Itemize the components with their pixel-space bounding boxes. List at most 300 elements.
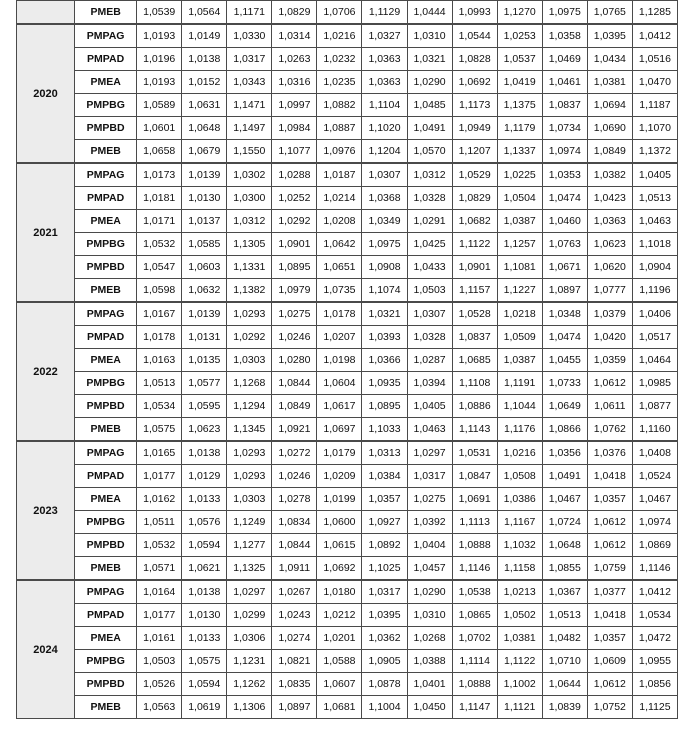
value-cell: 1,0330 — [227, 24, 272, 48]
data-table — [16, 0, 678, 719]
value-cell: 1,0844 — [272, 534, 317, 557]
value-cell: 1,0502 — [497, 604, 542, 627]
value-cell: 1,1196 — [632, 279, 677, 303]
value-cell: 1,0702 — [452, 627, 497, 650]
value-cell: 1,1176 — [497, 418, 542, 442]
value-cell: 1,0544 — [452, 24, 497, 48]
value-cell: 1,0692 — [452, 71, 497, 94]
value-cell: 1,1550 — [227, 140, 272, 164]
value-cell: 1,0193 — [137, 71, 182, 94]
value-cell: 1,0464 — [632, 349, 677, 372]
value-cell: 1,0180 — [317, 580, 362, 604]
value-cell: 1,0363 — [362, 48, 407, 71]
value-cell: 1,1004 — [362, 696, 407, 719]
value-cell: 1,0467 — [542, 488, 587, 511]
value-cell: 1,0706 — [317, 1, 362, 25]
value-cell: 1,1294 — [227, 395, 272, 418]
value-cell: 1,0534 — [137, 395, 182, 418]
value-cell: 1,1227 — [497, 279, 542, 303]
value-cell: 1,0420 — [587, 326, 632, 349]
value-cell: 1,0576 — [182, 511, 227, 534]
value-cell: 1,0177 — [137, 604, 182, 627]
value-cell: 1,0362 — [362, 627, 407, 650]
value-cell: 1,0985 — [632, 372, 677, 395]
value-cell: 1,0280 — [272, 349, 317, 372]
value-cell: 1,0865 — [452, 604, 497, 627]
value-cell: 1,1081 — [497, 256, 542, 279]
value-cell: 1,0167 — [137, 302, 182, 326]
value-cell: 1,0623 — [587, 233, 632, 256]
value-cell: 1,0321 — [362, 302, 407, 326]
category-cell: PMEA — [75, 488, 137, 511]
data-table-body — [17, 1, 678, 719]
value-cell: 1,0648 — [542, 534, 587, 557]
value-cell: 1,0243 — [272, 604, 317, 627]
value-cell: 1,0359 — [587, 349, 632, 372]
value-cell: 1,0482 — [542, 627, 587, 650]
value-cell: 1,0935 — [362, 372, 407, 395]
category-cell: PMPAD — [75, 48, 137, 71]
value-cell: 1,0366 — [362, 349, 407, 372]
value-cell: 1,1160 — [632, 418, 677, 442]
value-cell: 1,0570 — [407, 140, 452, 164]
value-cell: 1,0763 — [542, 233, 587, 256]
value-cell: 1,1285 — [632, 1, 677, 25]
value-cell: 1,1044 — [497, 395, 542, 418]
value-cell: 1,0201 — [317, 627, 362, 650]
value-cell: 1,0395 — [587, 24, 632, 48]
value-cell: 1,0161 — [137, 627, 182, 650]
value-cell: 1,0979 — [272, 279, 317, 303]
value-cell: 1,0532 — [137, 233, 182, 256]
value-cell: 1,1257 — [497, 233, 542, 256]
value-cell: 1,0290 — [407, 71, 452, 94]
value-cell: 1,0133 — [182, 627, 227, 650]
value-cell: 1,0307 — [407, 302, 452, 326]
table-row — [17, 511, 678, 534]
value-cell: 1,0368 — [362, 187, 407, 210]
category-cell: PMPBD — [75, 534, 137, 557]
value-cell: 1,0513 — [632, 187, 677, 210]
value-cell: 1,0138 — [182, 48, 227, 71]
value-cell: 1,0376 — [587, 441, 632, 465]
category-cell: PMPAG — [75, 24, 137, 48]
value-cell: 1,0513 — [542, 604, 587, 627]
value-cell: 1,0710 — [542, 650, 587, 673]
value-cell: 1,0312 — [227, 210, 272, 233]
category-cell: PMPBG — [75, 511, 137, 534]
value-cell: 1,0513 — [137, 372, 182, 395]
value-cell: 1,1018 — [632, 233, 677, 256]
value-cell: 1,1277 — [227, 534, 272, 557]
value-cell: 1,1231 — [227, 650, 272, 673]
value-cell: 1,1129 — [362, 1, 407, 25]
value-cell: 1,0268 — [407, 627, 452, 650]
value-cell: 1,0405 — [632, 163, 677, 187]
category-cell: PMEA — [75, 210, 137, 233]
category-cell: PMEB — [75, 140, 137, 164]
value-cell: 1,0349 — [362, 210, 407, 233]
category-cell: PMEB — [75, 1, 137, 25]
value-cell: 1,0869 — [632, 534, 677, 557]
value-cell: 1,0235 — [317, 71, 362, 94]
category-cell: PMPBD — [75, 673, 137, 696]
value-cell: 1,0472 — [632, 627, 677, 650]
value-cell: 1,0905 — [362, 650, 407, 673]
value-cell: 1,0882 — [317, 94, 362, 117]
value-cell: 1,0524 — [632, 465, 677, 488]
category-cell: PMPAD — [75, 326, 137, 349]
value-cell: 1,0348 — [542, 302, 587, 326]
value-cell: 1,0199 — [317, 488, 362, 511]
value-cell: 1,0457 — [407, 557, 452, 581]
category-cell: PMPAG — [75, 163, 137, 187]
value-cell: 1,0133 — [182, 488, 227, 511]
value-cell: 1,0328 — [407, 326, 452, 349]
value-cell: 1,1147 — [452, 696, 497, 719]
value-cell: 1,0612 — [587, 511, 632, 534]
value-cell: 1,0162 — [137, 488, 182, 511]
value-cell: 1,0149 — [182, 24, 227, 48]
value-cell: 1,0425 — [407, 233, 452, 256]
table-row — [17, 395, 678, 418]
value-cell: 1,0253 — [497, 24, 542, 48]
value-cell: 1,1113 — [452, 511, 497, 534]
value-cell: 1,1077 — [272, 140, 317, 164]
value-cell: 1,0904 — [632, 256, 677, 279]
value-cell: 1,1146 — [452, 557, 497, 581]
value-cell: 1,1122 — [497, 650, 542, 673]
value-cell: 1,0607 — [317, 673, 362, 696]
value-cell: 1,1191 — [497, 372, 542, 395]
table-row — [17, 71, 678, 94]
value-cell: 1,0328 — [407, 187, 452, 210]
value-cell: 1,0187 — [317, 163, 362, 187]
value-cell: 1,0444 — [407, 1, 452, 25]
value-cell: 1,0529 — [452, 163, 497, 187]
value-cell: 1,0317 — [362, 580, 407, 604]
value-cell: 1,0384 — [362, 465, 407, 488]
category-cell: PMEB — [75, 418, 137, 442]
value-cell: 1,0603 — [182, 256, 227, 279]
value-cell: 1,0611 — [587, 395, 632, 418]
category-cell: PMPAG — [75, 302, 137, 326]
value-cell: 1,0949 — [452, 117, 497, 140]
value-cell: 1,0216 — [317, 24, 362, 48]
value-cell: 1,0526 — [137, 673, 182, 696]
value-cell: 1,0849 — [272, 395, 317, 418]
value-cell: 1,0671 — [542, 256, 587, 279]
value-cell: 1,0835 — [272, 673, 317, 696]
value-cell: 1,0321 — [407, 48, 452, 71]
value-cell: 1,0433 — [407, 256, 452, 279]
value-cell: 1,0130 — [182, 604, 227, 627]
value-cell: 1,0828 — [452, 48, 497, 71]
value-cell: 1,0377 — [587, 580, 632, 604]
value-cell: 1,1372 — [632, 140, 677, 164]
value-cell: 1,0131 — [182, 326, 227, 349]
value-cell: 1,0837 — [542, 94, 587, 117]
value-cell: 1,0588 — [317, 650, 362, 673]
value-cell: 1,0888 — [452, 673, 497, 696]
value-cell: 1,0208 — [317, 210, 362, 233]
value-cell: 1,0612 — [587, 534, 632, 557]
category-cell: PMPAG — [75, 580, 137, 604]
value-cell: 1,1020 — [362, 117, 407, 140]
value-cell: 1,0539 — [137, 1, 182, 25]
value-cell: 1,0575 — [137, 418, 182, 442]
value-cell: 1,0460 — [542, 210, 587, 233]
value-cell: 1,0300 — [227, 187, 272, 210]
value-cell: 1,1305 — [227, 233, 272, 256]
value-cell: 1,0681 — [317, 696, 362, 719]
table-row — [17, 256, 678, 279]
value-cell: 1,0404 — [407, 534, 452, 557]
table-row — [17, 163, 678, 187]
value-cell: 1,0897 — [542, 279, 587, 303]
value-cell: 1,0886 — [452, 395, 497, 418]
value-cell: 1,0503 — [407, 279, 452, 303]
category-cell: PMEB — [75, 696, 137, 719]
value-cell: 1,0212 — [317, 604, 362, 627]
value-cell: 1,1033 — [362, 418, 407, 442]
table-row — [17, 534, 678, 557]
value-cell: 1,0293 — [227, 441, 272, 465]
value-cell: 1,0381 — [497, 627, 542, 650]
value-cell: 1,0293 — [227, 465, 272, 488]
value-cell: 1,0357 — [587, 488, 632, 511]
value-cell: 1,0218 — [497, 302, 542, 326]
value-cell: 1,0504 — [497, 187, 542, 210]
value-cell: 1,0685 — [452, 349, 497, 372]
value-cell: 1,0297 — [227, 580, 272, 604]
value-cell: 1,1207 — [452, 140, 497, 164]
value-cell: 1,0394 — [407, 372, 452, 395]
value-cell: 1,0821 — [272, 650, 317, 673]
value-cell: 1,0129 — [182, 465, 227, 488]
value-cell: 1,0316 — [272, 71, 317, 94]
value-cell: 1,0450 — [407, 696, 452, 719]
value-cell: 1,0571 — [137, 557, 182, 581]
category-cell: PMEA — [75, 349, 137, 372]
value-cell: 1,0467 — [632, 488, 677, 511]
value-cell: 1,0765 — [587, 1, 632, 25]
value-cell: 1,0895 — [362, 395, 407, 418]
value-cell: 1,0777 — [587, 279, 632, 303]
value-cell: 1,0246 — [272, 465, 317, 488]
value-cell: 1,0509 — [497, 326, 542, 349]
value-cell: 1,0418 — [587, 465, 632, 488]
value-cell: 1,0297 — [407, 441, 452, 465]
value-cell: 1,0679 — [182, 140, 227, 164]
value-cell: 1,0207 — [317, 326, 362, 349]
value-cell: 1,0419 — [497, 71, 542, 94]
table-row — [17, 488, 678, 511]
value-cell: 1,0547 — [137, 256, 182, 279]
value-cell: 1,0975 — [542, 1, 587, 25]
value-cell: 1,1125 — [632, 696, 677, 719]
value-cell: 1,0993 — [452, 1, 497, 25]
value-cell: 1,0379 — [587, 302, 632, 326]
value-cell: 1,0137 — [182, 210, 227, 233]
value-cell: 1,0393 — [362, 326, 407, 349]
value-cell: 1,1262 — [227, 673, 272, 696]
value-cell: 1,0292 — [227, 326, 272, 349]
value-cell: 1,0272 — [272, 441, 317, 465]
value-cell: 1,0511 — [137, 511, 182, 534]
value-cell: 1,0609 — [587, 650, 632, 673]
value-cell: 1,0310 — [407, 24, 452, 48]
value-cell: 1,0461 — [542, 71, 587, 94]
value-cell: 1,0138 — [182, 580, 227, 604]
value-cell: 1,0642 — [317, 233, 362, 256]
value-cell: 1,0225 — [497, 163, 542, 187]
category-cell: PMPAD — [75, 604, 137, 627]
value-cell: 1,0401 — [407, 673, 452, 696]
value-cell: 1,1331 — [227, 256, 272, 279]
value-cell: 1,0532 — [137, 534, 182, 557]
value-cell: 1,0620 — [587, 256, 632, 279]
value-cell: 1,0528 — [452, 302, 497, 326]
value-cell: 1,0290 — [407, 580, 452, 604]
value-cell: 1,0595 — [182, 395, 227, 418]
value-cell: 1,0516 — [632, 48, 677, 71]
table-row — [17, 465, 678, 488]
value-cell: 1,0829 — [272, 1, 317, 25]
value-cell: 1,0887 — [317, 117, 362, 140]
table-row-partial — [17, 1, 678, 25]
value-cell: 1,0564 — [182, 1, 227, 25]
value-cell: 1,1187 — [632, 94, 677, 117]
value-cell: 1,0474 — [542, 326, 587, 349]
value-cell: 1,0615 — [317, 534, 362, 557]
value-cell: 1,0855 — [542, 557, 587, 581]
value-cell: 1,0844 — [272, 372, 317, 395]
value-cell: 1,0648 — [182, 117, 227, 140]
value-cell: 1,0357 — [587, 627, 632, 650]
category-cell: PMEB — [75, 557, 137, 581]
value-cell: 1,0299 — [227, 604, 272, 627]
value-cell: 1,1375 — [497, 94, 542, 117]
value-cell: 1,0382 — [587, 163, 632, 187]
category-cell: PMPBG — [75, 94, 137, 117]
year-cell: 2023 — [17, 441, 75, 580]
value-cell: 1,0357 — [362, 488, 407, 511]
table-row — [17, 117, 678, 140]
year-cell-partial — [17, 1, 75, 25]
value-cell: 1,1249 — [227, 511, 272, 534]
value-cell: 1,1171 — [227, 1, 272, 25]
category-cell: PMPBD — [75, 395, 137, 418]
value-cell: 1,0895 — [272, 256, 317, 279]
table-row — [17, 372, 678, 395]
category-cell: PMEA — [75, 71, 137, 94]
value-cell: 1,0644 — [542, 673, 587, 696]
value-cell: 1,1268 — [227, 372, 272, 395]
value-cell: 1,0408 — [632, 441, 677, 465]
value-cell: 1,0363 — [587, 210, 632, 233]
value-cell: 1,0503 — [137, 650, 182, 673]
value-cell: 1,0135 — [182, 349, 227, 372]
value-cell: 1,1179 — [497, 117, 542, 140]
value-cell: 1,0908 — [362, 256, 407, 279]
value-cell: 1,0837 — [452, 326, 497, 349]
value-cell: 1,0267 — [272, 580, 317, 604]
table-row — [17, 210, 678, 233]
value-cell: 1,0927 — [362, 511, 407, 534]
value-cell: 1,1146 — [632, 557, 677, 581]
value-cell: 1,1325 — [227, 557, 272, 581]
value-cell: 1,0600 — [317, 511, 362, 534]
category-cell: PMPAG — [75, 441, 137, 465]
value-cell: 1,0733 — [542, 372, 587, 395]
value-cell: 1,0752 — [587, 696, 632, 719]
value-cell: 1,0892 — [362, 534, 407, 557]
value-cell: 1,0275 — [407, 488, 452, 511]
value-cell: 1,1337 — [497, 140, 542, 164]
value-cell: 1,0619 — [182, 696, 227, 719]
year-cell: 2020 — [17, 24, 75, 163]
value-cell: 1,0617 — [317, 395, 362, 418]
value-cell: 1,0386 — [497, 488, 542, 511]
value-cell: 1,0303 — [227, 488, 272, 511]
value-cell: 1,0287 — [407, 349, 452, 372]
table-row — [17, 279, 678, 303]
value-cell: 1,1382 — [227, 279, 272, 303]
value-cell: 1,0367 — [542, 580, 587, 604]
value-cell: 1,0387 — [497, 349, 542, 372]
table-row — [17, 140, 678, 164]
table-row — [17, 604, 678, 627]
value-cell: 1,0303 — [227, 349, 272, 372]
value-cell: 1,0405 — [407, 395, 452, 418]
value-cell: 1,0577 — [182, 372, 227, 395]
value-cell: 1,0406 — [632, 302, 677, 326]
table-row — [17, 441, 678, 465]
value-cell: 1,1121 — [497, 696, 542, 719]
value-cell: 1,1306 — [227, 696, 272, 719]
value-cell: 1,0252 — [272, 187, 317, 210]
value-cell: 1,0888 — [452, 534, 497, 557]
value-cell: 1,0387 — [497, 210, 542, 233]
value-cell: 1,0697 — [317, 418, 362, 442]
value-cell: 1,1345 — [227, 418, 272, 442]
value-cell: 1,0171 — [137, 210, 182, 233]
value-cell: 1,0984 — [272, 117, 317, 140]
value-cell: 1,0310 — [407, 604, 452, 627]
table-row — [17, 94, 678, 117]
value-cell: 1,0213 — [497, 580, 542, 604]
value-cell: 1,0901 — [452, 256, 497, 279]
value-cell: 1,0196 — [137, 48, 182, 71]
value-cell: 1,1158 — [497, 557, 542, 581]
value-cell: 1,0165 — [137, 441, 182, 465]
value-cell: 1,0612 — [587, 673, 632, 696]
value-cell: 1,0601 — [137, 117, 182, 140]
value-cell: 1,0291 — [407, 210, 452, 233]
value-cell: 1,0839 — [542, 696, 587, 719]
value-cell: 1,1157 — [452, 279, 497, 303]
value-cell: 1,0658 — [137, 140, 182, 164]
value-cell: 1,0381 — [587, 71, 632, 94]
value-cell: 1,0975 — [362, 233, 407, 256]
value-cell: 1,0412 — [632, 24, 677, 48]
value-cell: 1,1143 — [452, 418, 497, 442]
value-cell: 1,0470 — [632, 71, 677, 94]
category-cell: PMPBD — [75, 256, 137, 279]
table-row — [17, 627, 678, 650]
value-cell: 1,0623 — [182, 418, 227, 442]
